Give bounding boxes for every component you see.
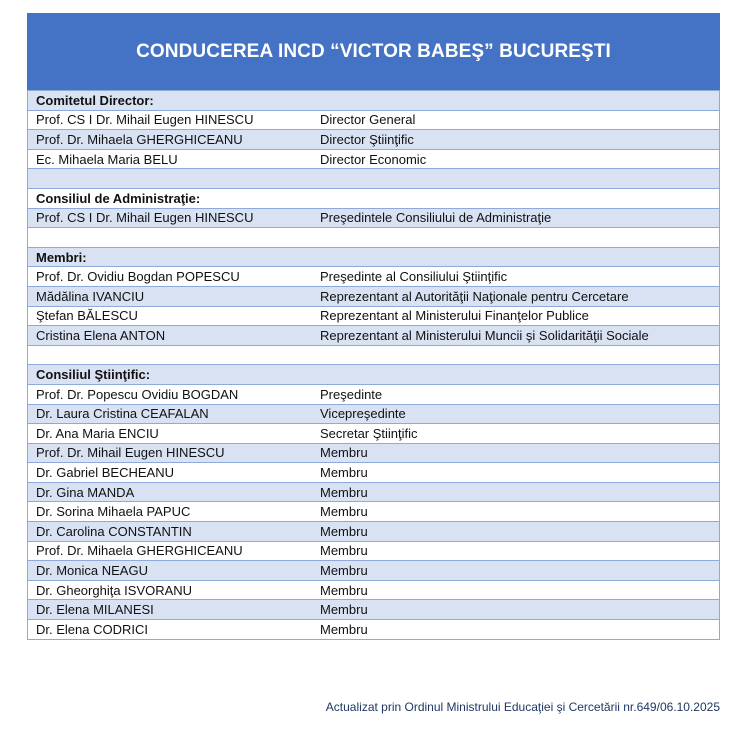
person-name: Dr. Gina MANDA	[36, 484, 135, 500]
person-name: Ştefan BĂLESCU	[36, 308, 138, 324]
section-heading: Consiliul de Administraţie:	[36, 190, 201, 206]
section-heading: Comitetul Director:	[36, 92, 154, 108]
table-row	[28, 149, 719, 169]
table-row	[28, 110, 719, 130]
leadership-table	[27, 13, 720, 640]
person-name: Dr. Ana Maria ENCIU	[36, 425, 159, 441]
person-role: Membru	[320, 465, 368, 481]
table-row	[28, 599, 719, 619]
table-row	[28, 423, 719, 443]
person-role: Reprezentant al Ministerului Muncii şi Solidarităţii Sociale	[320, 327, 649, 343]
table-row	[28, 208, 719, 228]
person-name: Prof. Dr. Mihaela GHERGHICEANU	[36, 543, 243, 559]
person-name: Mădălina IVANCIU	[36, 288, 145, 304]
person-name: Cristina Elena ANTON	[36, 327, 166, 343]
person-role: Reprezentant al Autorităţii Naţionale pentru Cercetare	[320, 288, 629, 304]
spacer-row	[28, 227, 719, 247]
person-name: Dr. Carolina CONSTANTIN	[36, 523, 192, 539]
person-role: Secretar Ştiinţific	[320, 425, 418, 441]
spacer-row	[28, 168, 719, 188]
table-row	[28, 580, 719, 600]
person-role: Director General	[320, 112, 416, 128]
person-role: Membru	[320, 543, 368, 559]
table-row	[28, 129, 719, 149]
table-row	[28, 384, 719, 404]
table-row	[28, 501, 719, 521]
table-row	[28, 286, 719, 306]
person-role: Vicepreşedinte	[320, 406, 406, 422]
person-role: Preşedintele Consiliului de Administraţie	[320, 210, 552, 226]
person-name: Prof. Dr. Popescu Ovidiu BOGDAN	[36, 386, 239, 402]
person-name: Dr. Gabriel BECHEANU	[36, 465, 174, 481]
table-body	[27, 90, 720, 640]
person-name: Prof. Dr. Mihail Eugen HINESCU	[36, 445, 225, 461]
person-role: Membru	[320, 445, 368, 461]
table-row	[28, 266, 719, 286]
person-role: Membru	[320, 602, 368, 618]
person-name: Dr. Laura Cristina CEAFALAN	[36, 406, 209, 422]
person-role: Preşedinte	[320, 386, 383, 402]
spacer-row	[28, 345, 719, 365]
person-name: Dr. Monica NEAGU	[36, 563, 148, 579]
table-row	[28, 541, 719, 561]
person-role: Membru	[320, 504, 368, 520]
person-name: Dr. Elena CODRICI	[36, 621, 148, 637]
person-role: Director Economic	[320, 151, 427, 167]
person-role: Reprezentant al Ministerului Finanţelor Publice	[320, 308, 589, 324]
person-role: Membru	[320, 523, 368, 539]
section-heading: Membri:	[36, 249, 87, 265]
table-row	[28, 404, 719, 424]
table-row	[28, 325, 719, 345]
person-role: Membru	[320, 484, 368, 500]
person-name: Dr. Gheorghiţa ISVORANU	[36, 582, 193, 598]
person-name: Prof. Dr. Ovidiu Bogdan POPESCU	[36, 269, 240, 285]
table-row	[28, 560, 719, 580]
table-row	[28, 482, 719, 502]
table-row	[28, 443, 719, 463]
section-heading: Consiliul Ştiinţific:	[36, 367, 151, 383]
person-name: Ec. Mihaela Maria BELU	[36, 151, 178, 167]
person-role: Director Ştiinţific	[320, 131, 414, 147]
section-heading-row	[28, 90, 719, 110]
person-role: Membru	[320, 582, 368, 598]
section-heading-row	[28, 247, 719, 267]
person-role: Membru	[320, 563, 368, 579]
table-title: CONDUCEREA INCD “VICTOR BABEŞ” BUCUREŞTI	[27, 13, 720, 90]
table-row	[28, 306, 719, 326]
person-name: Prof. CS I Dr. Mihail Eugen HINESCU	[36, 112, 254, 128]
section-heading-row	[28, 364, 719, 384]
person-name: Dr. Sorina Mihaela PAPUC	[36, 504, 191, 520]
person-name: Prof. CS I Dr. Mihail Eugen HINESCU	[36, 210, 254, 226]
person-name: Dr. Elena MILANESI	[36, 602, 154, 618]
person-name: Prof. Dr. Mihaela GHERGHICEANU	[36, 131, 243, 147]
table-row	[28, 521, 719, 541]
table-row	[28, 462, 719, 482]
person-role: Preşedinte al Consiliului Ştiinţific	[320, 269, 508, 285]
person-role: Membru	[320, 621, 368, 637]
update-note: Actualizat prin Ordinul Ministrului Educaţiei şi Cercetării nr.649/06.10.2025	[325, 700, 720, 714]
section-heading-row	[28, 188, 719, 208]
table-row	[28, 619, 719, 639]
